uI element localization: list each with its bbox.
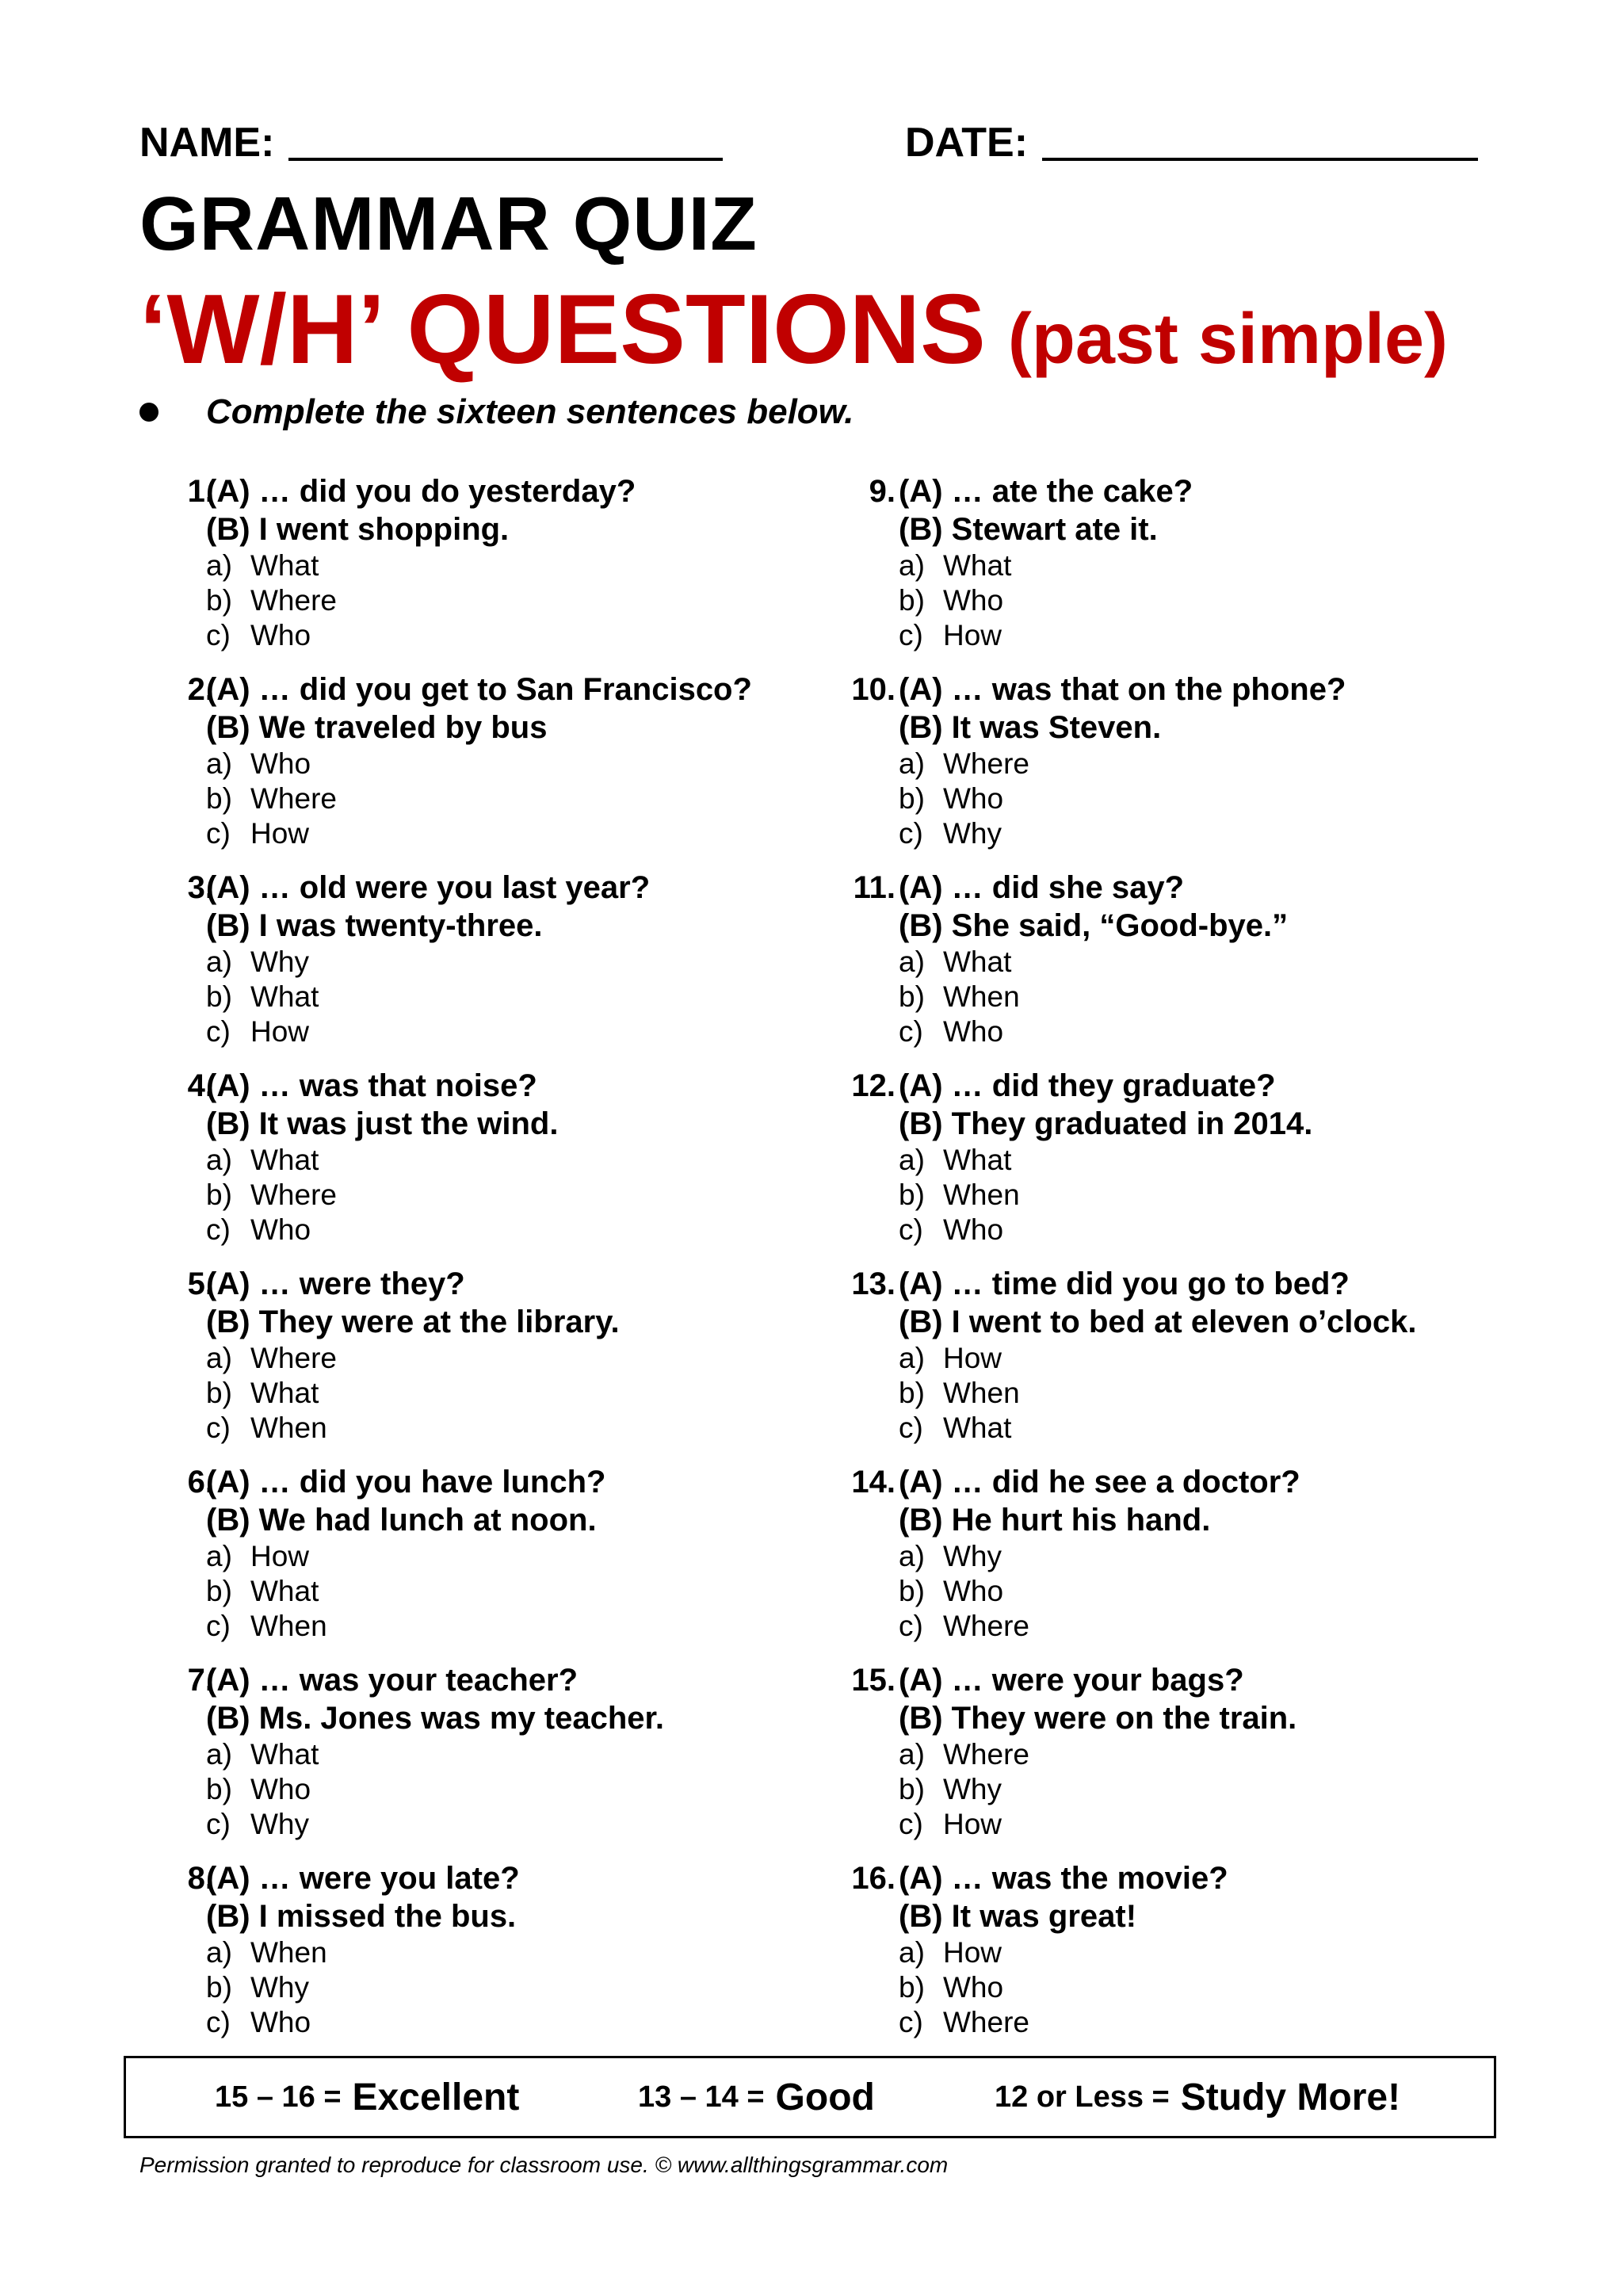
- answer-option[interactable]: [899, 1970, 1517, 2005]
- option-letter: a): [206, 1144, 232, 1176]
- question-item: [139, 1463, 821, 1661]
- question-answer-sentence: (B) Ms. Jones was my teacher.: [206, 1701, 665, 1736]
- option-letter: b): [899, 1773, 925, 1805]
- option-letter: b): [206, 1971, 232, 2004]
- option-text: What: [943, 1412, 1012, 1444]
- score-study-range: 12 or Less =: [995, 2080, 1170, 2114]
- footer-permission: Permission granted to reproduce for classroom use. © www.allthingsgrammar.com: [139, 2153, 949, 2177]
- question-number: 6.: [187, 1465, 214, 1499]
- option-text: Who: [943, 1971, 1004, 2004]
- option-text: Why: [250, 946, 309, 978]
- option-text: Who: [943, 1575, 1004, 1607]
- option-text: Where: [943, 1738, 1029, 1771]
- option-text: Why: [250, 1971, 309, 2004]
- score-excellent-range: 15 – 16 =: [215, 2080, 342, 2114]
- answer-option[interactable]: [206, 1411, 824, 1446]
- option-text: Who: [250, 1773, 311, 1805]
- name-label: NAME:: [139, 120, 275, 166]
- option-text: What: [250, 1377, 319, 1409]
- question-item: [815, 670, 1496, 869]
- option-letter: c): [206, 1213, 231, 1246]
- question-answer-sentence: (B) They graduated in 2014.: [899, 1106, 1313, 1141]
- question-answer-sentence: (B) I went shopping.: [206, 512, 510, 547]
- answer-options: [899, 1143, 1517, 1247]
- option-text: What: [250, 549, 319, 582]
- option-letter: a): [206, 1738, 232, 1771]
- option-letter: a): [206, 1342, 232, 1374]
- question-number: 10.: [851, 672, 896, 707]
- questions-right-column: [815, 472, 1496, 2057]
- answer-options: [899, 747, 1517, 851]
- question-body: [206, 1859, 824, 2040]
- option-letter: a): [206, 747, 232, 780]
- question-item: [139, 1067, 821, 1265]
- answer-option[interactable]: [899, 1609, 1517, 1644]
- answer-options: [206, 548, 824, 653]
- date-label: DATE:: [905, 120, 1029, 166]
- question-body: [206, 670, 824, 851]
- answer-options: [206, 1341, 824, 1446]
- option-letter: b): [206, 584, 232, 617]
- question-body: [899, 472, 1517, 653]
- instruction-text: Complete the sixteen sentences below.: [206, 392, 854, 431]
- answer-option[interactable]: [899, 1178, 1517, 1213]
- option-text: What: [250, 1738, 319, 1771]
- answer-option[interactable]: [206, 1772, 824, 1807]
- option-letter: a): [899, 1540, 925, 1572]
- option-text: What: [943, 1144, 1012, 1176]
- question-prompt: (A) … was that noise?: [206, 1068, 537, 1103]
- question-answer-sentence: (B) I was twenty-three.: [206, 908, 543, 943]
- question-answer-sentence: (B) Stewart ate it.: [899, 512, 1158, 547]
- option-text: Who: [943, 1213, 1004, 1246]
- question-answer-sentence: (B) They were on the train.: [899, 1701, 1297, 1736]
- answer-options: [206, 945, 824, 1049]
- answer-options: [206, 747, 824, 851]
- question-item: [815, 1661, 1496, 1859]
- option-text: Who: [943, 584, 1004, 617]
- answer-options: [899, 1539, 1517, 1644]
- option-letter: b): [899, 1179, 925, 1211]
- question-answer-sentence: (B) We traveled by bus: [206, 710, 548, 745]
- score-box: [124, 2056, 1496, 2138]
- answer-option[interactable]: [206, 1807, 824, 1842]
- answer-option[interactable]: [899, 1014, 1517, 1049]
- question-answer-sentence: (B) She said, “Good-bye.”: [899, 908, 1289, 943]
- questions-left-column: [139, 472, 821, 2057]
- option-letter: c): [206, 619, 231, 651]
- question-answer-sentence: (B) I missed the bus.: [206, 1899, 517, 1934]
- option-text: Who: [250, 747, 311, 780]
- answer-option[interactable]: [899, 1539, 1517, 1574]
- option-text: How: [943, 619, 1002, 651]
- option-letter: b): [899, 1971, 925, 2004]
- option-letter: b): [206, 1575, 232, 1607]
- option-letter: c): [899, 1213, 923, 1246]
- question-item: [139, 869, 821, 1067]
- question-prompt: (A) … was that on the phone?: [899, 672, 1346, 707]
- answer-option[interactable]: [206, 548, 824, 583]
- topic-title: [139, 274, 1448, 395]
- question-item: [815, 1067, 1496, 1265]
- question-item: [815, 1265, 1496, 1463]
- date-field[interactable]: [905, 119, 1478, 166]
- answer-option[interactable]: [899, 1411, 1517, 1446]
- answer-option[interactable]: [206, 1341, 824, 1376]
- option-letter: a): [206, 946, 232, 978]
- answer-options: [206, 1539, 824, 1644]
- answer-option[interactable]: [899, 1935, 1517, 1970]
- answer-option[interactable]: [899, 980, 1517, 1014]
- option-text: What: [943, 549, 1012, 582]
- score-excellent-label: Excellent: [352, 2076, 520, 2118]
- option-text: Who: [250, 1213, 311, 1246]
- score-good-range: 13 – 14 =: [638, 2080, 765, 2114]
- question-number: 9.: [869, 474, 896, 509]
- question-body: [899, 1859, 1517, 2040]
- option-text: Where: [250, 584, 337, 617]
- question-item: [139, 670, 821, 869]
- option-letter: c): [899, 817, 923, 850]
- option-letter: a): [899, 1144, 925, 1176]
- option-text: When: [250, 1610, 327, 1642]
- option-letter: a): [206, 549, 232, 582]
- question-item: [815, 1859, 1496, 2057]
- question-answer-sentence: (B) It was Steven.: [899, 710, 1162, 745]
- option-text: Who: [250, 619, 311, 651]
- question-number: 7.: [187, 1663, 214, 1698]
- option-letter: a): [899, 747, 925, 780]
- answer-option[interactable]: [899, 1143, 1517, 1178]
- question-number: 12.: [851, 1068, 896, 1103]
- question-item: [815, 472, 1496, 670]
- answer-option[interactable]: [899, 1807, 1517, 1842]
- answer-option[interactable]: [206, 1213, 824, 1247]
- question-number: 5.: [187, 1266, 214, 1301]
- option-letter: c): [899, 619, 923, 651]
- question-prompt: (A) … were you late?: [206, 1861, 520, 1896]
- answer-options: [899, 1935, 1517, 2040]
- score-study-label: Study More!: [1180, 2076, 1401, 2118]
- option-letter: a): [899, 946, 925, 978]
- option-text: Why: [943, 1773, 1002, 1805]
- score-study-more: [995, 2058, 1400, 2136]
- question-answer-sentence: (B) It was great!: [899, 1899, 1137, 1934]
- question-body: [899, 670, 1517, 851]
- question-prompt: (A) … did you have lunch?: [206, 1465, 606, 1499]
- question-number: 16.: [851, 1861, 896, 1896]
- option-letter: c): [206, 1412, 231, 1444]
- answer-options: [899, 548, 1517, 653]
- answer-options: [206, 1143, 824, 1247]
- option-text: Where: [250, 782, 337, 815]
- answer-option[interactable]: [206, 2005, 824, 2040]
- answer-option[interactable]: [899, 945, 1517, 980]
- answer-option[interactable]: [206, 747, 824, 781]
- option-text: Where: [250, 1342, 337, 1374]
- option-text: When: [250, 1412, 327, 1444]
- option-letter: c): [899, 1808, 923, 1840]
- answer-options: [206, 1737, 824, 1842]
- option-text: How: [250, 1540, 310, 1572]
- question-prompt: (A) … ate the cake?: [899, 474, 1193, 509]
- option-letter: b): [206, 1773, 232, 1805]
- option-text: When: [943, 1377, 1020, 1409]
- option-letter: b): [899, 1377, 925, 1409]
- score-good-label: Good: [775, 2076, 875, 2118]
- option-text: When: [250, 1936, 327, 1969]
- option-letter: a): [206, 1936, 232, 1969]
- question-answer-sentence: (B) They were at the library.: [206, 1305, 620, 1339]
- answer-option[interactable]: [206, 945, 824, 980]
- answer-option[interactable]: [206, 618, 824, 653]
- option-text: Where: [943, 1610, 1029, 1642]
- option-text: Where: [943, 747, 1029, 780]
- answer-option[interactable]: [206, 1737, 824, 1772]
- option-letter: c): [206, 1015, 231, 1048]
- option-text: Who: [250, 2006, 311, 2038]
- answer-option[interactable]: [899, 781, 1517, 816]
- option-letter: b): [206, 1179, 232, 1211]
- option-letter: a): [206, 1540, 232, 1572]
- option-text: What: [943, 946, 1012, 978]
- question-body: [899, 1067, 1517, 1247]
- question-body: [899, 869, 1517, 1049]
- question-prompt: (A) … did they graduate?: [899, 1068, 1276, 1103]
- option-letter: b): [206, 980, 232, 1013]
- answer-option[interactable]: [899, 816, 1517, 851]
- question-number: 15.: [851, 1663, 896, 1698]
- option-text: Where: [943, 2006, 1029, 2038]
- option-text: When: [943, 1179, 1020, 1211]
- option-letter: c): [206, 817, 231, 850]
- question-prompt: (A) … did he see a doctor?: [899, 1465, 1300, 1499]
- question-item: [139, 472, 821, 670]
- option-letter: a): [899, 1738, 925, 1771]
- question-prompt: (A) … did she say?: [899, 870, 1185, 905]
- question-prompt: (A) … were your bags?: [899, 1663, 1244, 1698]
- option-letter: b): [899, 782, 925, 815]
- question-prompt: (A) … time did you go to bed?: [899, 1266, 1350, 1301]
- option-letter: c): [899, 1412, 923, 1444]
- question-body: [899, 1463, 1517, 1644]
- answer-option[interactable]: [206, 1935, 824, 1970]
- option-text: How: [250, 1015, 310, 1048]
- option-text: What: [250, 1144, 319, 1176]
- question-body: [206, 1463, 824, 1644]
- option-text: What: [250, 1575, 319, 1607]
- instruction: [139, 388, 854, 436]
- option-text: How: [250, 817, 310, 850]
- option-letter: b): [206, 1377, 232, 1409]
- answer-option[interactable]: [206, 1143, 824, 1178]
- question-number: 8.: [187, 1861, 214, 1896]
- answer-option[interactable]: [899, 618, 1517, 653]
- answer-option[interactable]: [899, 1376, 1517, 1411]
- option-letter: a): [899, 1342, 925, 1374]
- question-body: [206, 1661, 824, 1842]
- option-text: When: [943, 980, 1020, 1013]
- name-blank-line[interactable]: [288, 158, 723, 161]
- answer-option[interactable]: [206, 583, 824, 618]
- answer-option[interactable]: [206, 1574, 824, 1609]
- option-letter: c): [899, 2006, 923, 2038]
- question-body: [899, 1265, 1517, 1446]
- option-letter: a): [899, 1936, 925, 1969]
- question-item: [139, 1661, 821, 1859]
- answer-option[interactable]: [899, 1772, 1517, 1807]
- option-letter: b): [206, 782, 232, 815]
- option-letter: c): [206, 1610, 231, 1642]
- score-good: [638, 2058, 875, 2136]
- quiz-title: GRAMMAR QUIZ: [139, 181, 758, 266]
- answer-option[interactable]: [899, 548, 1517, 583]
- question-prompt: (A) … were they?: [206, 1266, 465, 1301]
- option-text: Why: [943, 817, 1002, 850]
- question-number: 4.: [187, 1068, 214, 1103]
- answer-options: [899, 1341, 1517, 1446]
- question-answer-sentence: (B) It was just the wind.: [206, 1106, 559, 1141]
- option-letter: c): [206, 2006, 231, 2038]
- bullet-icon: [139, 403, 158, 422]
- option-letter: c): [206, 1808, 231, 1840]
- answer-option[interactable]: [899, 583, 1517, 618]
- question-number: 3.: [187, 870, 214, 905]
- question-prompt: (A) … old were you last year?: [206, 870, 651, 905]
- date-blank-line[interactable]: [1042, 158, 1478, 161]
- question-number: 11.: [853, 870, 896, 905]
- option-letter: b): [899, 1575, 925, 1607]
- option-letter: c): [899, 1610, 923, 1642]
- answer-option[interactable]: [899, 1341, 1517, 1376]
- question-body: [206, 1265, 824, 1446]
- question-number: 13.: [851, 1266, 896, 1301]
- question-body: [206, 869, 824, 1049]
- option-text: Why: [250, 1808, 309, 1840]
- option-text: Who: [943, 1015, 1004, 1048]
- question-answer-sentence: (B) He hurt his hand.: [899, 1503, 1211, 1538]
- question-item: [815, 1463, 1496, 1661]
- question-body: [899, 1661, 1517, 1842]
- question-number: 14.: [851, 1465, 896, 1499]
- question-number: 1.: [187, 474, 214, 509]
- answer-option[interactable]: [899, 1574, 1517, 1609]
- question-answer-sentence: (B) We had lunch at noon.: [206, 1503, 597, 1538]
- answer-option[interactable]: [899, 1213, 1517, 1247]
- question-prompt: (A) … was the movie?: [899, 1861, 1228, 1896]
- answer-options: [899, 1737, 1517, 1842]
- question-item: [139, 1265, 821, 1463]
- topic-title-main: ‘W/H’ QUESTIONS: [139, 275, 986, 384]
- option-letter: b): [899, 584, 925, 617]
- option-text: Where: [250, 1179, 337, 1211]
- option-text: How: [943, 1342, 1002, 1374]
- answer-option[interactable]: [206, 1609, 824, 1644]
- name-field[interactable]: [139, 119, 723, 166]
- question-item: [815, 869, 1496, 1067]
- answer-option[interactable]: [206, 980, 824, 1014]
- option-text: How: [943, 1808, 1002, 1840]
- question-body: [206, 472, 824, 653]
- topic-subtitle: (past simple): [1007, 300, 1448, 379]
- answer-options: [899, 945, 1517, 1049]
- answer-option[interactable]: [206, 1376, 824, 1411]
- option-letter: b): [899, 980, 925, 1013]
- question-prompt: (A) … did you do yesterday?: [206, 474, 636, 509]
- score-excellent: [215, 2058, 519, 2136]
- option-letter: a): [899, 549, 925, 582]
- option-text: Who: [943, 782, 1004, 815]
- answer-option[interactable]: [206, 1970, 824, 2005]
- answer-option[interactable]: [206, 1539, 824, 1574]
- question-prompt: (A) … was your teacher?: [206, 1663, 579, 1698]
- question-body: [206, 1067, 824, 1247]
- question-answer-sentence: (B) I went to bed at eleven o’clock.: [899, 1305, 1417, 1339]
- option-text: How: [943, 1936, 1002, 1969]
- answer-option[interactable]: [899, 2005, 1517, 2040]
- option-text: Why: [943, 1540, 1002, 1572]
- answer-option[interactable]: [899, 747, 1517, 781]
- answer-option[interactable]: [206, 781, 824, 816]
- answer-option[interactable]: [206, 816, 824, 851]
- answer-option[interactable]: [206, 1178, 824, 1213]
- question-prompt: (A) … did you get to San Francisco?: [206, 672, 752, 707]
- answer-option[interactable]: [899, 1737, 1517, 1772]
- question-number: 2.: [187, 672, 214, 707]
- answer-options: [206, 1935, 824, 2040]
- option-letter: c): [899, 1015, 923, 1048]
- option-text: What: [250, 980, 319, 1013]
- answer-option[interactable]: [206, 1014, 824, 1049]
- question-item: [139, 1859, 821, 2057]
